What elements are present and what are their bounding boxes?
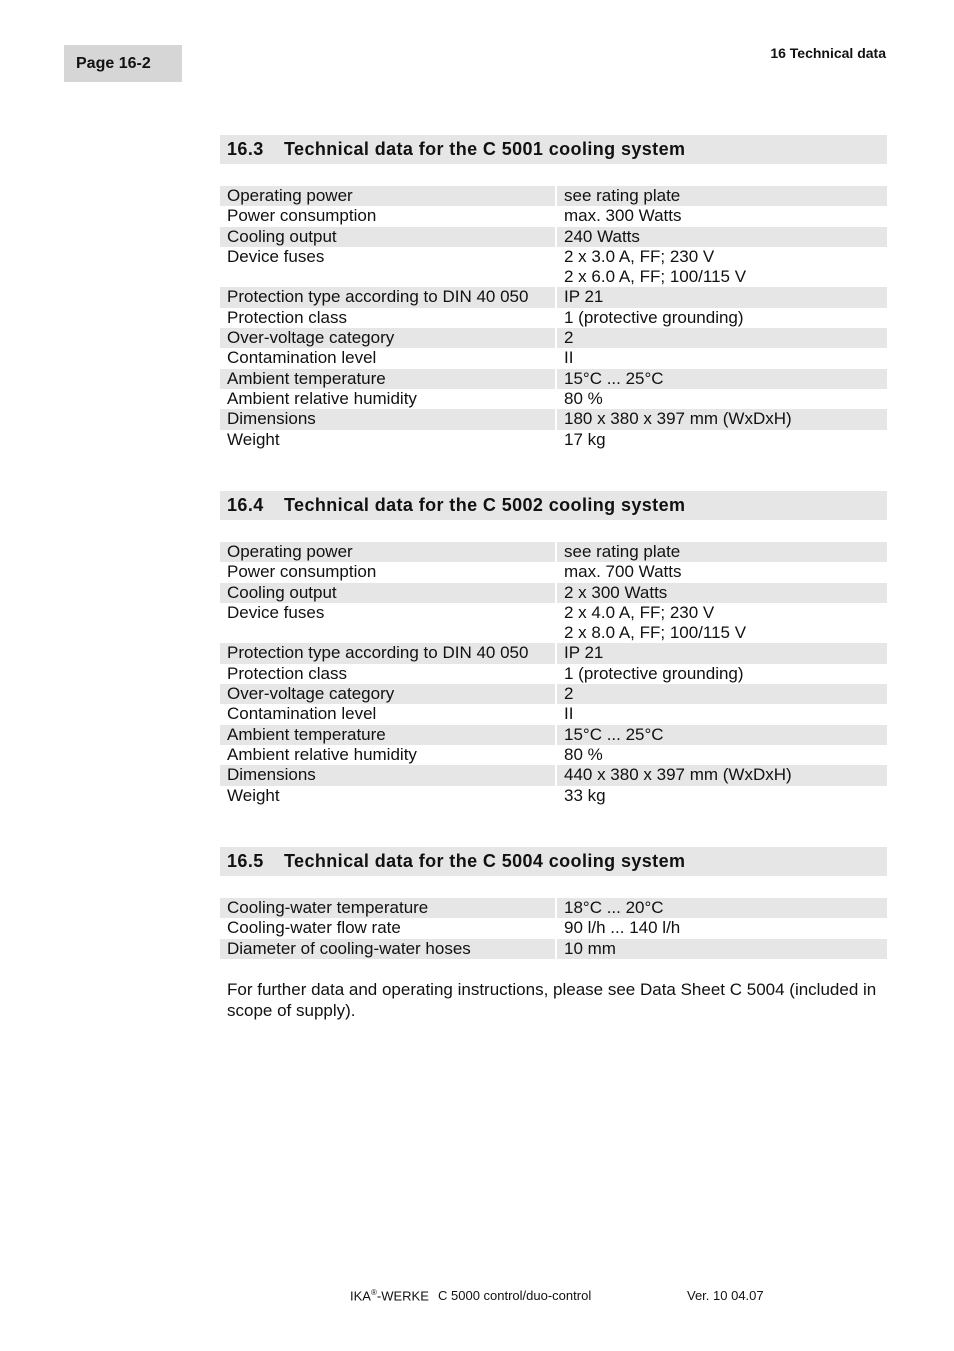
spec-label: Operating power (220, 186, 556, 206)
spec-value (556, 409, 887, 429)
spec-value (556, 430, 887, 450)
spec-label: Cooling-water flow rate (227, 918, 401, 938)
spec-value (556, 206, 887, 226)
section-title: Technical data for the C 5001 cooling system (284, 139, 686, 159)
spec-row (220, 725, 887, 745)
spec-label: Cooling-water temperature (220, 898, 556, 918)
spec-label: Over-voltage category (220, 328, 556, 348)
spec-value (556, 765, 887, 785)
spec-value-line: 18°C ... 20°C (564, 898, 664, 917)
spec-row (220, 348, 887, 368)
spec-row (220, 704, 887, 724)
footer-brand (350, 1288, 429, 1303)
spec-value-line: 2 (564, 328, 574, 348)
section-number: 16.5 (227, 851, 264, 871)
spec-row (220, 664, 887, 684)
spec-value-line: 80 % (564, 388, 603, 408)
spec-value-line: max. 300 Watts (564, 206, 682, 226)
spec-value (556, 287, 887, 307)
spec-value-line: II (564, 704, 574, 724)
footer-brand-suffix: -WERKE (376, 1288, 429, 1304)
spec-label: Ambient temperature (220, 725, 556, 745)
spec-value-line: 1 (protective grounding) (564, 307, 744, 327)
further-info-note: For further data and operating instructions, please see Data Sheet C 5004 (included in scope of supply). (227, 979, 877, 1020)
spec-value-line: IP 21 (564, 287, 604, 307)
spec-row (220, 643, 887, 663)
spec-label: Dimensions (220, 409, 556, 429)
footer-product: C 5000 control/duo-control (438, 1288, 592, 1303)
spec-label: Weight (227, 785, 280, 805)
spec-row (220, 583, 887, 603)
section-c5001 (220, 135, 887, 450)
spec-value (556, 664, 887, 684)
spec-row (220, 186, 887, 206)
spec-label: Device fuses (227, 246, 325, 266)
spec-value-line: 2 x 8.0 A, FF; 100/115 V (564, 623, 747, 643)
spec-value (556, 348, 887, 368)
spec-row (220, 786, 887, 806)
spec-row (220, 765, 887, 785)
spec-label: Over-voltage category (220, 684, 556, 704)
spec-value (556, 918, 887, 938)
spec-value-line: 33 kg (564, 785, 606, 805)
section-heading (220, 491, 887, 520)
spec-row (220, 745, 887, 765)
spec-label: Ambient relative humidity (227, 744, 417, 764)
registered-mark: ® (370, 1288, 377, 1297)
spec-value (556, 369, 887, 389)
spec-table (220, 542, 887, 806)
spec-row (220, 898, 887, 918)
spec-value (556, 542, 887, 562)
spec-value (556, 583, 887, 603)
section-number: 16.4 (227, 495, 264, 515)
spec-label: Cooling output (220, 583, 556, 603)
spec-label: Protection class (227, 663, 347, 683)
section-heading (220, 135, 887, 164)
spec-row (220, 308, 887, 328)
spec-label: Protection type according to DIN 40 050 (220, 287, 556, 307)
spec-label: Ambient relative humidity (227, 388, 417, 408)
spec-value-line: 2 x 3.0 A, FF; 230 V (564, 246, 715, 266)
spec-label: Cooling output (220, 227, 556, 247)
spec-row (220, 562, 887, 582)
spec-row (220, 227, 887, 247)
spec-label: Device fuses (227, 602, 325, 622)
spec-value-line: 90 l/h ... 140 l/h (564, 918, 681, 938)
spec-row (220, 287, 887, 307)
spec-value-line: 10 mm (564, 938, 616, 958)
section-number: 16.3 (227, 139, 264, 159)
spec-value (556, 247, 887, 288)
spec-row (220, 328, 887, 348)
spec-value (556, 603, 887, 644)
section-title: Technical data for the C 5002 cooling system (284, 495, 686, 515)
spec-row (220, 369, 887, 389)
spec-value (556, 939, 887, 959)
footer-version: Ver. 10 04.07 (687, 1288, 764, 1303)
spec-row (220, 389, 887, 409)
section-heading (220, 847, 887, 876)
spec-value (556, 745, 887, 765)
spec-value-line: see rating plate (564, 542, 681, 561)
spec-value-line: 180 x 380 x 397 mm (WxDxH) (564, 409, 792, 429)
spec-value-line: II (564, 348, 574, 368)
spec-row (220, 542, 887, 562)
spec-value (556, 898, 887, 918)
spec-value-line: 2 x 6.0 A, FF; 100/115 V (564, 267, 747, 287)
spec-value (556, 643, 887, 663)
spec-value-line: 2 x 4.0 A, FF; 230 V (564, 602, 715, 622)
spec-value-line: 80 % (564, 744, 603, 764)
spec-value-line: see rating plate (564, 186, 681, 205)
spec-value (556, 562, 887, 582)
spec-row (220, 430, 887, 450)
spec-value-line: 2 (564, 684, 574, 704)
spec-row (220, 603, 887, 644)
spec-label: Dimensions (220, 765, 556, 785)
spec-value (556, 186, 887, 206)
spec-value-line: 1 (protective grounding) (564, 663, 744, 683)
spec-label: Contamination level (227, 704, 377, 724)
spec-value (556, 328, 887, 348)
spec-row (220, 247, 887, 288)
spec-label: Ambient temperature (220, 369, 556, 389)
page-number-badge: Page 16-2 (64, 45, 182, 82)
spec-label: Operating power (220, 542, 556, 562)
spec-label: Power consumption (227, 206, 377, 226)
spec-row (220, 918, 887, 938)
footer-brand-name: IKA (350, 1288, 371, 1304)
spec-value-line: 15°C ... 25°C (564, 724, 664, 744)
spec-table (220, 186, 887, 450)
spec-label: Protection type according to DIN 40 050 (220, 643, 556, 663)
spec-label: Diameter of cooling-water hoses (220, 939, 556, 959)
spec-row (220, 684, 887, 704)
chapter-title: 16 Technical data (770, 45, 886, 61)
section-c5002 (220, 491, 887, 806)
spec-value (556, 725, 887, 745)
spec-value-line: 17 kg (564, 429, 606, 449)
spec-value-line: max. 700 Watts (564, 562, 682, 582)
spec-row (220, 206, 887, 226)
spec-value (556, 786, 887, 806)
spec-row (220, 409, 887, 429)
spec-value-line: 2 x 300 Watts (564, 582, 668, 602)
spec-value (556, 389, 887, 409)
section-title: Technical data for the C 5004 cooling system (284, 851, 686, 871)
spec-value-line: IP 21 (564, 643, 604, 663)
spec-table (220, 898, 887, 959)
spec-value (556, 704, 887, 724)
spec-value-line: 440 x 380 x 397 mm (WxDxH) (564, 765, 792, 785)
spec-value (556, 308, 887, 328)
section-c5004 (220, 847, 887, 1021)
spec-value (556, 684, 887, 704)
spec-row (220, 939, 887, 959)
spec-label: Power consumption (227, 562, 377, 582)
spec-value (556, 227, 887, 247)
spec-label: Weight (227, 429, 280, 449)
spec-label: Protection class (227, 307, 347, 327)
spec-value-line: 15°C ... 25°C (564, 368, 664, 388)
spec-value-line: 240 Watts (564, 226, 640, 246)
spec-label: Contamination level (227, 348, 377, 368)
